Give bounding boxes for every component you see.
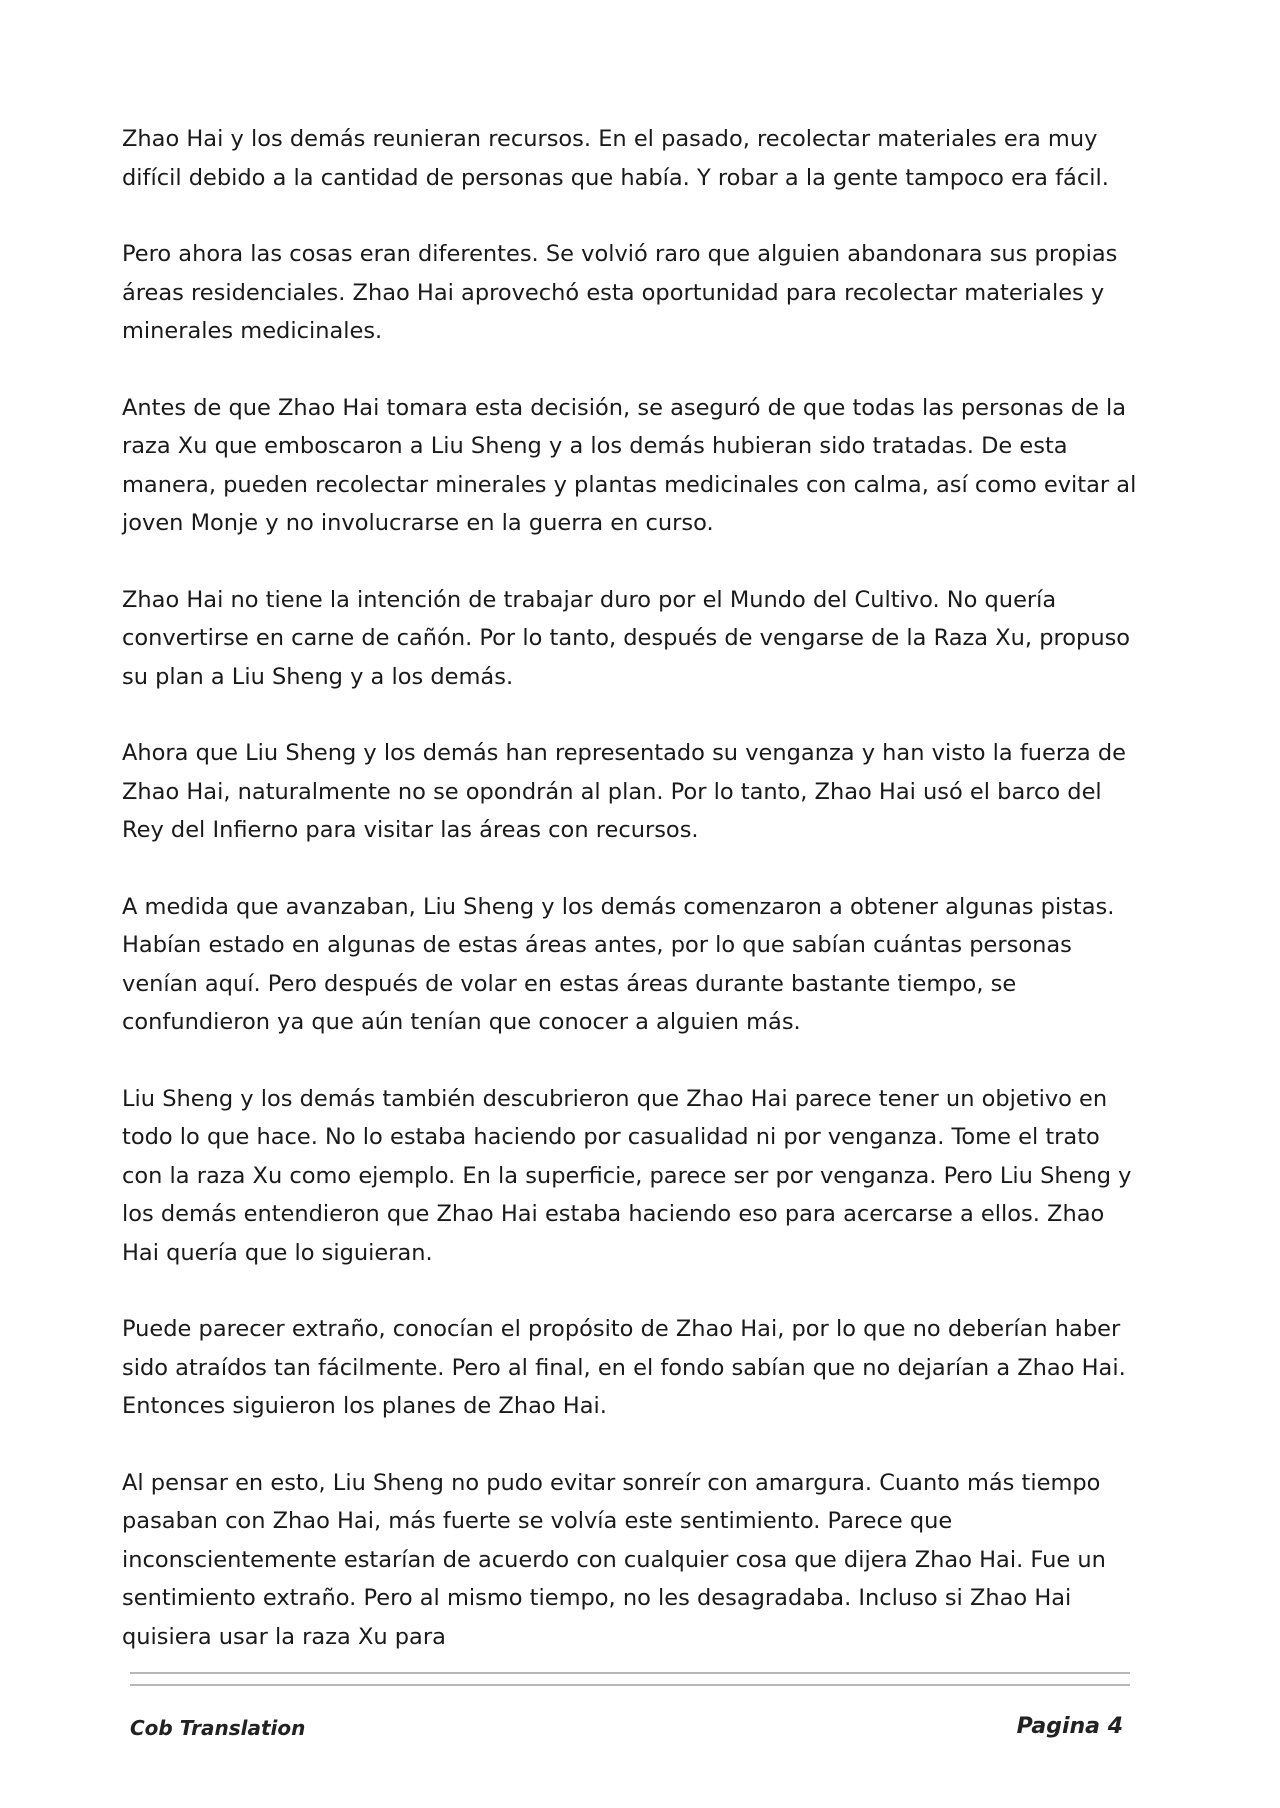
paragraph: Zhao Hai y los demás reunieran recursos. En el pasado, recolectar materiales era muy difícil debido a la cantidad de personas que había. Y robar a la gente tampoco era fácil.	[122, 126, 1109, 191]
paragraph: Liu Sheng y los demás también descubrieron que Zhao Hai parece tener un objetivo en todo lo que hace. No lo estaba haciendo por casualidad ni por venganza. Tome el trato con la raza Xu como ejemplo. En la superficie, parece ser por venganza. Pero Liu Sheng y los demás entendieron que Zhao Hai estaba haciendo eso para acercarse a ellos. Zhao Hai quería que lo siguieran.	[122, 1085, 1132, 1266]
paragraph: Al pensar en esto, Liu Sheng no pudo evitar sonreír con amargura. Cuanto más tiempo pasaban con Zhao Hai, más fuerte se volvía este sentimiento. Parece que inconscientemente estarían de acuerdo con cualquier cosa que dijera Zhao Hai. Fue un sentimiento extraño. Pero al mismo tiempo, no les desagradaba. Incluso si Zhao Hai quisiera usar la raza Xu para	[122, 1469, 1106, 1650]
paragraph: Ahora que Liu Sheng y los demás han representado su venganza y han visto la fuerza de Zhao Hai, naturalmente no se opondrán al plan. Por lo tanto, Zhao Hai usó el barco del Rey del Infierno para visitar las áreas con recursos.	[122, 740, 1126, 843]
paragraph: A medida que avanzaban, Liu Sheng y los demás comenzaron a obtener algunas pistas. Habían estado en algunas de estas áreas antes, por lo que sabían cuántas personas venían aquí. Pero después de volar en estas áreas durante bastante tiempo, se confundieron ya que aún tenían que conocer a alguien más.	[122, 893, 1115, 1035]
page-number: Pagina 4	[1016, 1714, 1123, 1739]
footer-divider-top	[130, 1672, 1130, 1674]
paragraph: Puede parecer extraño, conocían el propósito de Zhao Hai, por lo que no deberían haber sido atraídos tan fácilmente. Pero al final, en el fondo sabían que no dejarían a Zhao Hai. Entonces siguieron los planes de Zhao Hai.	[122, 1316, 1126, 1419]
body-text	[122, 120, 1142, 1694]
footer-source-label: Cob Translation	[130, 1716, 306, 1740]
footer-divider-bottom	[130, 1684, 1130, 1686]
paragraph: Zhao Hai no tiene la intención de trabajar duro por el Mundo del Cultivo. No quería convertirse en carne de cañón. Por lo tanto, después de vengarse de la Raza Xu, propuso su plan a Liu Sheng y a los demás.	[122, 586, 1131, 690]
paragraph: Antes de que Zhao Hai tomara esta decisión, se aseguró de que todas las personas de la raza Xu que emboscaron a Liu Sheng y a los demás hubieran sido tratadas. De esta manera, pueden recolectar minerales y plantas medicinales con calma, así como evitar al joven Monje y no involucrarse en la guerra en curso.	[122, 394, 1137, 536]
paragraph: Pero ahora las cosas eran diferentes. Se volvió raro que alguien abandonara sus propias áreas residenciales. Zhao Hai aprovechó esta oportunidad para recolectar materiales y minerales medicinales.	[122, 241, 1118, 344]
